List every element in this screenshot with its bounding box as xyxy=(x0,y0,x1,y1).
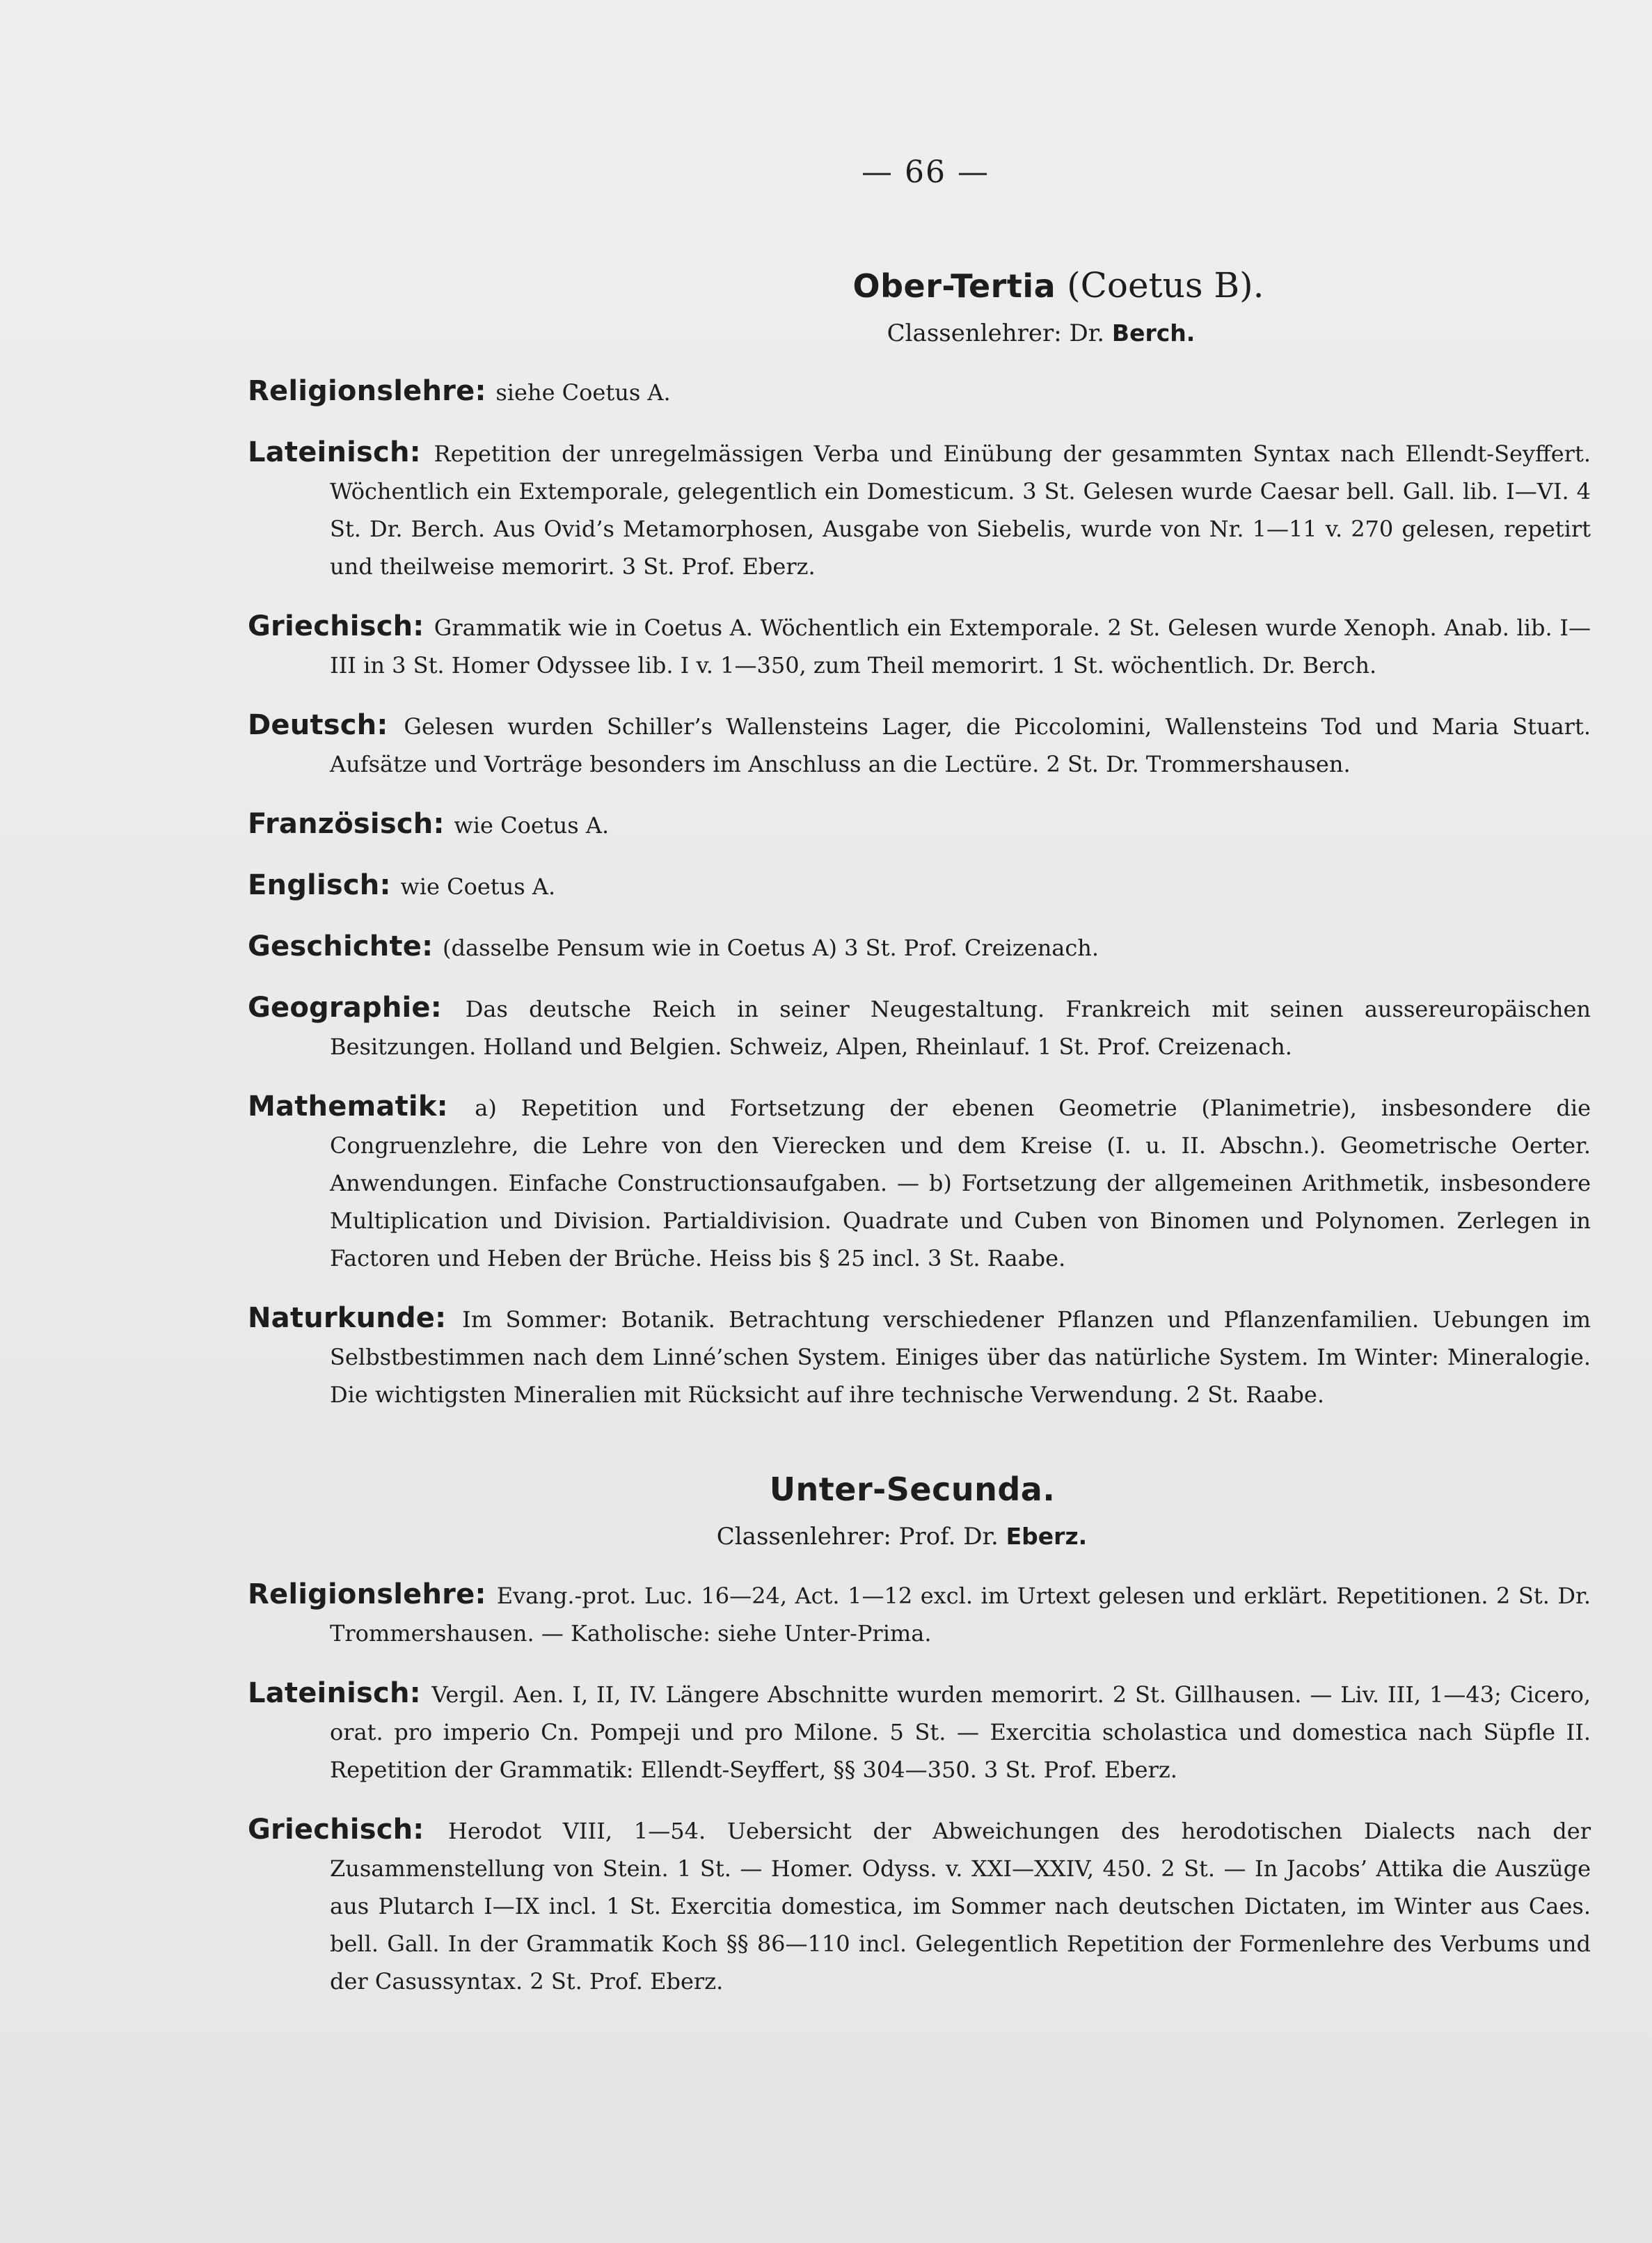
subject-entry-geschichte: Geschichte: (dasselbe Pensum wie in Coetus A) 3 St. Prof. Creizenach. xyxy=(248,930,1099,962)
subject-entry-griechisch: Griechisch: Grammatik wie in Coetus A. Wöchentlich ein Extemporale. 2 St. Gelesen wurde Xenoph. Anab. lib. I—III in 3 St. Homer Odyssee lib. I v. 1—350, zum Theil memorirt. 1 St. wöchentlich. Dr. Berch. xyxy=(248,610,1591,679)
subject-name: Religionslehre xyxy=(248,1578,475,1610)
subject-entry-lateinisch: Lateinisch: Vergil. Aen. I, II, IV. Längere Abschnitte wurden memorirt. 2 St. Gillhausen. — Liv. III, 1—43; Cicero, orat. pro imperio Cn. Pompeji und pro Milone. 5 St. — Exercitia scholastica und domestica nach Süpfle II. Repetition der Grammatik: Ellendt-Seyffert, §§ 304—350. 3 St. Prof. Eberz. xyxy=(248,1677,1591,1783)
subject-text: Evang.-prot. Luc. 16—24, Act. 1—12 excl. im Urtext gelesen und erklärt. Repetitionen. 2 St. Dr. Trommershausen. — Katholische: siehe Unter-Prima. xyxy=(330,1583,1591,1647)
subject-text: (dasselbe Pensum wie in Coetus A) 3 St. Prof. Creizenach. xyxy=(443,935,1099,961)
subject-entry-lateinisch: Lateinisch: Repetition der unregelmässigen Verba und Einübung der gesammten Syntax nach Ellendt-Seyffert. Wöchentlich ein Extemporale, gelegentlich ein Domesticum. 3 St. Gelesen wurde Caesar bell. Gall. lib. I—VI. 4 St. Dr. Berch. Aus Ovid’s Metamorphosen, Ausgabe von Siebelis, wurde von Nr. 1—11 v. 270 gelesen, repetirt und theilweise memorirt. 3 St. Prof. Eberz. xyxy=(248,436,1591,580)
subject-text: Repetition der unregelmässigen Verba und Einübung der gesammten Syntax nach Ellendt-Seyffert. Wöchentlich ein Extemporale, gelegentlich ein Domesticum. 3 St. Gelesen wurde Caesar bell. Gall. lib. I—VI. 4 St. Dr. Berch. Aus Ovid’s Metamorphosen, Ausgabe von Siebelis, wurde von Nr. 1—11 v. 270 gelesen, repetirt und theilweise memorirt. 3 St. Prof. Eberz. xyxy=(330,441,1591,580)
class-teacher-line xyxy=(373,1520,1431,1553)
subject-name: Deutsch xyxy=(248,709,377,741)
subject-text: Herodot VIII, 1—54. Uebersicht der Abweichungen des herodotischen Dialects nach der Zusammenstellung von Stein. 1 St. — Homer. Odyss. v. XXI—XXIV, 450. 2 St. — In Jacobs’ Attika die Auszüge aus Plutarch I—IX incl. 1 St. Exercitia domestica, im Sommer nach deutschen Dictaten, im Winter aus Caes. bell. Gall. In der Grammatik Koch §§ 86—110 incl. Gelegentlich Repetition der Formenlehre des Verbums und der Casussyntax. 2 St. Prof. Eberz. xyxy=(330,1818,1591,1995)
section-title-main: Ober-Tertia xyxy=(852,267,1056,305)
subject-name: Religionslehre xyxy=(248,375,475,407)
class-teacher-name: Eberz. xyxy=(1006,1523,1088,1550)
subject-entry-griechisch: Griechisch: Herodot VIII, 1—54. Uebersicht der Abweichungen des herodotischen Dialects nach der Zusammenstellung von Stein. 1 St. — Homer. Odyss. v. XXI—XXIV, 450. 2 St. — In Jacobs’ Attika die Auszüge aus Plutarch I—IX incl. 1 St. Exercitia domestica, im Sommer nach deutschen Dictaten, im Winter aus Caes. bell. Gall. In der Grammatik Koch §§ 86—110 incl. Gelegentlich Repetition der Formenlehre des Verbums und der Casussyntax. 2 St. Prof. Eberz. xyxy=(248,1814,1591,1995)
subject-name: Griechisch xyxy=(248,1814,413,1846)
subject-entry-englisch: Englisch: wie Coetus A. xyxy=(248,869,556,901)
subject-entry-franzoesisch: Französisch: wie Coetus A. xyxy=(248,808,610,840)
subject-entry-religionslehre: Religionslehre: Evang.-prot. Luc. 16—24, Act. 1—12 excl. im Urtext gelesen und erklärt. Repetitionen. 2 St. Dr. Trommershausen. — Katholische: siehe Unter-Prima. xyxy=(248,1578,1591,1647)
section-title-suffix: (Coetus B). xyxy=(1067,265,1264,306)
class-teacher-label: Classenlehrer: Dr. xyxy=(887,319,1105,347)
subject-text: siehe Coetus A. xyxy=(495,379,671,406)
subject-name: Lateinisch xyxy=(248,436,410,468)
subject-entry-geographie: Geographie: Das deutsche Reich in seiner Neugestaltung. Frankreich mit seinen aussereuropäischen Besitzungen. Holland und Belgien. Schweiz, Alpen, Rheinlauf. 1 St. Prof. Creizenach. xyxy=(248,992,1591,1060)
subject-entry-religionslehre: Religionslehre: siehe Coetus A. xyxy=(248,375,671,407)
subject-text: Grammatik wie in Coetus A. Wöchentlich ein Extemporale. 2 St. Gelesen wurde Xenoph. Anab. lib. I—III in 3 St. Homer Odyssee lib. I v. 1—350, zum Theil memorirt. 1 St. wöchentlich. Dr. Berch. xyxy=(330,615,1591,679)
subject-name: Geographie xyxy=(248,992,431,1024)
subject-name: Lateinisch xyxy=(248,1677,410,1709)
subject-entry-deutsch: Deutsch: Gelesen wurden Schiller’s Wallensteins Lager, die Piccolomini, Wallensteins Tod und Maria Stuart. Aufsätze und Vorträge besonders im Anschluss an die Lectüre. 2 St. Dr. Trommershausen. xyxy=(248,709,1591,777)
class-teacher-line xyxy=(512,317,1570,350)
subject-name: Englisch xyxy=(248,869,380,901)
subject-text: Vergil. Aen. I, II, IV. Längere Abschnitte wurden memorirt. 2 St. Gillhausen. — Liv. III, 1—43; Cicero, orat. pro imperio Cn. Pompeji und pro Milone. 5 St. — Exercitia scholastica und domestica nach Süpfle II. Repetition der Grammatik: Ellendt-Seyffert, §§ 304—350. 3 St. Prof. Eberz. xyxy=(330,1681,1591,1783)
page-number: — 66 — xyxy=(861,154,990,190)
subject-text: Im Sommer: Botanik. Betrachtung verschiedener Pflanzen und Pflanzenfamilien. Uebungen im Selbstbestimmen nach dem Linné’schen System. Einiges über das natürliche System. Im Winter: Mineralogie. Die wichtigsten Mineralien mit Rücksicht auf ihre technische Verwendung. 2 St. Raabe. xyxy=(330,1306,1591,1408)
class-teacher-label: Classenlehrer: Prof. Dr. xyxy=(716,1523,999,1551)
section-title-main: Unter-Secunda. xyxy=(769,1471,1056,1508)
page-content xyxy=(248,264,1591,2000)
class-teacher-name: Berch. xyxy=(1111,319,1196,347)
subject-name: Französisch xyxy=(248,808,434,840)
subject-text: Gelesen wurden Schiller’s Wallensteins Lager, die Piccolomini, Wallensteins Tod und Maria Stuart. Aufsätze und Vorträge besonders im Anschluss an die Lectüre. 2 St. Dr. Trommershausen. xyxy=(330,713,1591,777)
subject-text: a) Repetition und Fortsetzung der ebenen Geometrie (Planimetrie), insbesondere die Congruenzlehre, die Lehre von den Vierecken und dem Kreise (I. u. II. Abschn.). Geometrische Oerter. Anwendungen. Einfache Constructionsaufgaben. — b) Fortsetzung der allgemeinen Arithmetik, insbesondere Multiplication und Division. Partialdivision. Quadrate und Cuben von Binomen und Polynomen. Zerlegen in Factoren und Heben der Brüche. Heiss bis § 25 incl. 3 St. Raabe. xyxy=(330,1095,1591,1271)
subject-text: wie Coetus A. xyxy=(454,812,610,839)
subject-text: wie Coetus A. xyxy=(400,873,556,900)
subject-entry-naturkunde: Naturkunde: Im Sommer: Botanik. Betrachtung verschiedener Pflanzen und Pflanzenfamilien. Uebungen im Selbstbestimmen nach dem Linné’schen System. Einiges über das natürliche System. Im Winter: Mineralogie. Die wichtigsten Mineralien mit Rücksicht auf ihre technische Verwendung. 2 St. Raabe. xyxy=(248,1302,1591,1408)
subject-text: Das deutsche Reich in seiner Neugestaltung. Frankreich mit seinen aussereuropäischen Besitzungen. Holland und Belgien. Schweiz, Alpen, Rheinlauf. 1 St. Prof. Creizenach. xyxy=(330,996,1591,1060)
subject-name: Mathematik xyxy=(248,1091,437,1123)
subject-name: Griechisch xyxy=(248,610,413,642)
subject-name: Geschichte xyxy=(248,930,422,962)
section-title-unter-secunda xyxy=(380,1468,1445,1510)
subject-name: Naturkunde xyxy=(248,1302,436,1334)
subject-entry-mathematik: Mathematik: a) Repetition und Fortsetzung der ebenen Geometrie (Planimetrie), insbesondere die Congruenzlehre, die Lehre von den Vierecken und dem Kreise (I. u. II. Abschn.). Geometrische Oerter. Anwendungen. Einfache Constructionsaufgaben. — b) Fortsetzung der allgemeinen Arithmetik, insbesondere Multiplication und Division. Partialdivision. Quadrate und Cuben von Binomen und Polynomen. Zerlegen in Factoren und Heben der Brüche. Heiss bis § 25 incl. 3 St. Raabe. xyxy=(248,1091,1591,1271)
section-title-ober-tertia xyxy=(526,264,1591,307)
